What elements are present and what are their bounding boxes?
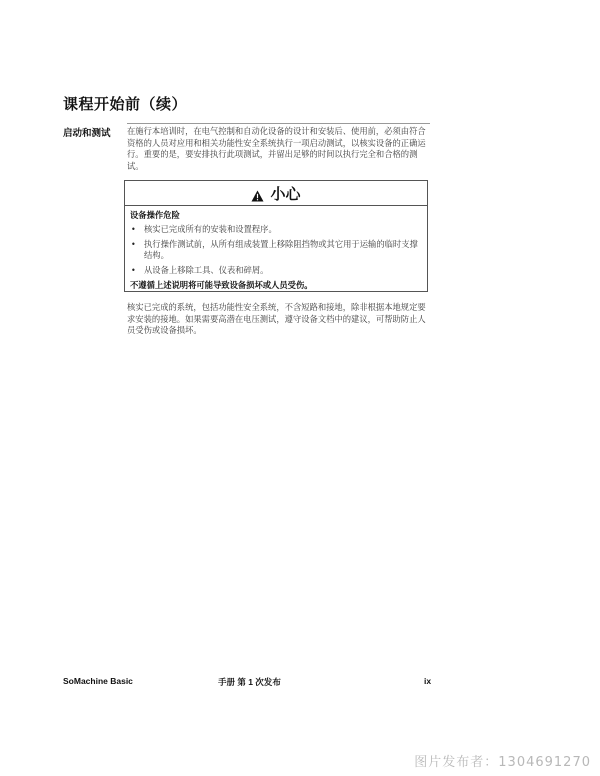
list-item-text: 核实已完成所有的安装和设置程序。 (144, 224, 277, 234)
caution-signal-word: 小心 (270, 184, 301, 203)
list-item-text: 从设备上移除工具、仪表和碎屑。 (144, 264, 269, 275)
caution-body (125, 206, 427, 291)
footer-manual: 手册 第 1 次发布 (218, 677, 281, 687)
intro-paragraph: 在施行本培训时，在电气控制和自动化设备的设计和安装后、使用前，必须由符合资格的人员对应用和相关功能性安全系统执行一项启动测试，以核实设备的正确运行。重要的是，要安排执行此项测试，并留出足够的时间以执行完全和合格的测试。 (127, 126, 426, 171)
consequence-statement: 不遵循上述说明将可能导致设备损坏或人员受伤。 (130, 280, 313, 291)
closing-paragraph: 核实已完成的系统，包括功能性安全系统，不含短路和接地，除非根据本地规定要求安装的接地。如果需要高潜在电压测试，遵守设备文档中的建议，可帮助防止人员受伤或设备损坏。 (127, 302, 426, 336)
section-label: 启动和测试 (63, 128, 111, 139)
warning-triangle-icon (251, 187, 264, 199)
caution-box (124, 180, 428, 292)
caution-list (130, 224, 422, 276)
page-title: 课程开始前（续） (63, 95, 188, 113)
footer-page-number: ix (424, 676, 432, 686)
bullet-icon: • (131, 239, 136, 249)
list-item (130, 224, 422, 236)
bullet-icon: • (131, 265, 136, 275)
caution-header (125, 181, 427, 206)
list-item (130, 265, 422, 277)
bullet-icon: • (131, 225, 136, 234)
list-item-text: 执行操作测试前，从所有组成装置上移除阻挡物或其它用于运输的临时支撑结构。 (144, 238, 418, 261)
section-divider (127, 123, 430, 124)
list-item (130, 239, 422, 262)
footer-product: SoMachine Basic (63, 676, 133, 686)
watermark: 图片发布者：1304691270 (414, 755, 591, 770)
hazard-title: 设备操作危险 (130, 210, 180, 220)
